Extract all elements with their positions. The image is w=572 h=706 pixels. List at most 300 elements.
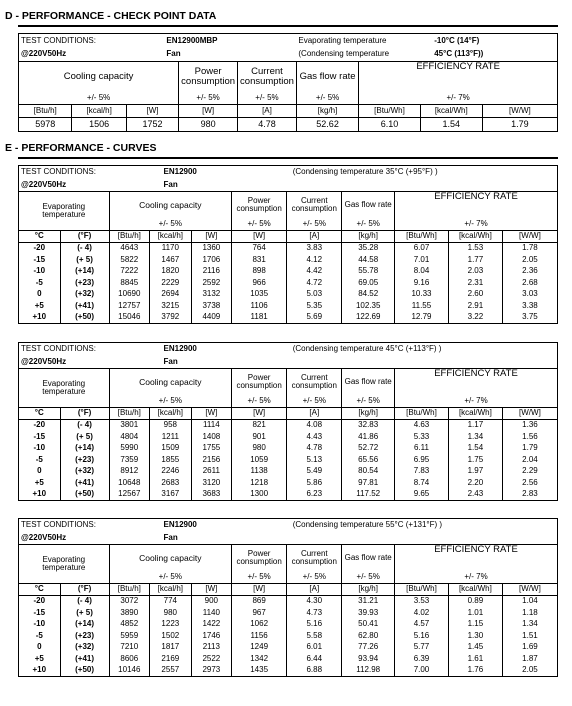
test-conditions-label: TEST CONDITIONS:	[19, 343, 150, 356]
unit-cell: (°F)	[60, 584, 109, 596]
unit-cell: [Btu/Wh]	[395, 408, 449, 420]
temp-f-cell: (+32)	[60, 289, 109, 301]
value-cell: 7.00	[395, 665, 449, 677]
unit-cell: [A]	[287, 584, 342, 596]
value-cell: 2592	[191, 277, 231, 289]
value-cell: 80.54	[342, 466, 395, 478]
unit-cell: [W]	[179, 105, 238, 118]
value-cell: 6.01	[287, 642, 342, 654]
value-cell: 2.36	[502, 266, 557, 278]
unit-cell: [A]	[287, 231, 342, 243]
tolerance-7: +/- 7%	[359, 92, 558, 105]
model-name: EN12900	[150, 519, 287, 532]
value-cell: 31.21	[342, 596, 395, 608]
tolerance-5: +/- 5%	[342, 396, 395, 408]
unit-cell: [kcal/Wh]	[448, 408, 502, 420]
tolerance-5: +/- 5%	[179, 92, 238, 105]
table-row	[19, 466, 558, 478]
table-row	[19, 431, 558, 443]
unit-cell: [kcal/h]	[150, 584, 192, 596]
temp-f-cell: (+14)	[60, 443, 109, 455]
condensing-temperature: (Condensing temperature 45°C (+113°F) )	[287, 343, 558, 356]
unit-cell: [A]	[238, 105, 297, 118]
unit-cell: [kg/h]	[296, 105, 358, 118]
value-cell: 5.86	[287, 477, 342, 489]
value-cell: 8.74	[395, 477, 449, 489]
temp-f-cell: (+23)	[60, 454, 109, 466]
temp-c-cell: -10	[19, 619, 61, 631]
value-cell: 1.54	[420, 118, 482, 132]
value-cell: 1.76	[448, 665, 502, 677]
unit-cell: °C	[19, 408, 61, 420]
units-row	[19, 105, 558, 118]
value-cell: 1467	[150, 254, 192, 266]
section-e-title: E - PERFORMANCE - CURVES	[5, 142, 157, 154]
unit-cell: [W]	[191, 584, 231, 596]
value-cell: 1706	[191, 254, 231, 266]
value-cell: 2.68	[502, 277, 557, 289]
value-cell: 1223	[150, 619, 192, 631]
temp-f-cell: (+14)	[60, 266, 109, 278]
value-cell: 5.33	[395, 431, 449, 443]
temp-f-cell: (+ 5)	[60, 254, 109, 266]
value-cell: 11.55	[395, 300, 449, 312]
value-cell: 1.79	[502, 443, 557, 455]
unit-cell: [kg/h]	[342, 408, 395, 420]
value-cell: 5.69	[287, 312, 342, 324]
value-cell: 52.72	[342, 443, 395, 455]
section-e-rule	[18, 157, 558, 159]
value-cell: 1855	[150, 454, 192, 466]
value-cell: 1820	[150, 266, 192, 278]
efficiency-header: EFFICIENCY RATE	[395, 369, 558, 396]
value-cell: 5.35	[287, 300, 342, 312]
value-cell: 3792	[150, 312, 192, 324]
value-cell: 8.04	[395, 266, 449, 278]
value-cell: 1755	[191, 443, 231, 455]
evaporating-temperature-header: Evaporating temperature	[19, 369, 110, 408]
value-cell: 901	[232, 431, 287, 443]
gas-flow-header: Gas flow rate	[342, 369, 395, 396]
value-cell: 1138	[232, 466, 287, 478]
temp-c-cell: -5	[19, 277, 61, 289]
value-cell: 1509	[150, 443, 192, 455]
temp-f-cell: (+41)	[60, 653, 109, 665]
temp-f-cell: (+41)	[60, 300, 109, 312]
units-row	[19, 231, 558, 243]
table-row	[19, 420, 558, 432]
value-cell: 2.03	[448, 266, 502, 278]
cooling-capacity-header: Cooling capacity	[109, 369, 231, 396]
temp-f-cell: (+14)	[60, 619, 109, 631]
value-cell: 3215	[150, 300, 192, 312]
table-row	[19, 443, 558, 455]
tolerance-5: +/- 5%	[296, 92, 358, 105]
value-cell: 5.16	[287, 619, 342, 631]
value-cell: 1.53	[448, 243, 502, 255]
value-cell: 1360	[191, 243, 231, 255]
efficiency-header: EFFICIENCY RATE	[395, 545, 558, 572]
unit-cell: [kcal/Wh]	[448, 584, 502, 596]
value-cell: 4.30	[287, 596, 342, 608]
tolerance-5: +/- 5%	[232, 396, 287, 408]
tolerance-5: +/- 5%	[342, 572, 395, 584]
value-cell: 1.34	[502, 619, 557, 631]
evaporating-value: -10°C (14°F)	[420, 34, 557, 48]
value-cell: 898	[232, 266, 287, 278]
temp-f-cell: (+23)	[60, 277, 109, 289]
table-row	[19, 619, 558, 631]
unit-cell: [W]	[191, 231, 231, 243]
value-cell: 6.44	[287, 653, 342, 665]
unit-cell: [W/W]	[502, 231, 557, 243]
table-row	[19, 454, 558, 466]
value-cell: 4.63	[395, 420, 449, 432]
value-cell: 3890	[109, 607, 149, 619]
temp-f-cell: (- 4)	[60, 243, 109, 255]
temp-c-cell: +10	[19, 489, 61, 501]
value-cell: 6.10	[359, 118, 421, 132]
temp-c-cell: -15	[19, 607, 61, 619]
unit-cell: [W/W]	[482, 105, 557, 118]
value-cell: 9.16	[395, 277, 449, 289]
value-cell: 97.81	[342, 477, 395, 489]
value-cell: 1.51	[502, 630, 557, 642]
value-cell: 3132	[191, 289, 231, 301]
tolerance-5: +/- 5%	[232, 572, 287, 584]
tolerance-5: +/- 5%	[287, 219, 342, 231]
temp-c-cell: -10	[19, 443, 61, 455]
power-consumption-header: Power consumption	[232, 545, 287, 572]
unit-cell: [W]	[232, 584, 287, 596]
value-cell: 2229	[150, 277, 192, 289]
value-cell: 112.98	[342, 665, 395, 677]
value-cell: 2113	[191, 642, 231, 654]
temp-c-cell: -15	[19, 254, 61, 266]
value-cell: 1300	[232, 489, 287, 501]
value-cell: 8845	[109, 277, 149, 289]
value-cell: 10690	[109, 289, 149, 301]
unit-cell: [kg/h]	[342, 584, 395, 596]
value-cell: 2169	[150, 653, 192, 665]
value-cell: 1.75	[448, 454, 502, 466]
value-cell: 12757	[109, 300, 149, 312]
unit-cell: [kcal/h]	[150, 231, 192, 243]
value-cell: 2116	[191, 266, 231, 278]
value-cell: 1156	[232, 630, 287, 642]
value-cell: 4.42	[287, 266, 342, 278]
temp-f-cell: (+32)	[60, 466, 109, 478]
fan-label: Fan	[150, 179, 287, 192]
value-cell: 122.69	[342, 312, 395, 324]
table-row	[19, 607, 558, 619]
value-cell: 77.26	[342, 642, 395, 654]
value-cell: 1.61	[448, 653, 502, 665]
current-consumption-header: Current consumption	[287, 192, 342, 219]
condensing-temperature: (Condensing temperature 55°C (+131°F) )	[287, 519, 558, 532]
condensing-value: 45°C (113°F))	[420, 48, 557, 62]
value-cell: 5.49	[287, 466, 342, 478]
value-cell: 2683	[150, 477, 192, 489]
model-name: EN12900	[150, 166, 287, 179]
evaporating-label: Evaporating temperature	[296, 34, 420, 48]
section-d-rule	[18, 25, 558, 27]
value-cell: 4.78	[287, 443, 342, 455]
value-cell: 1342	[232, 653, 287, 665]
gas-flow-header: Gas flow rate	[342, 192, 395, 219]
value-cell: 1.01	[448, 607, 502, 619]
value-cell: 12.79	[395, 312, 449, 324]
value-cell: 62.80	[342, 630, 395, 642]
unit-cell: [W/W]	[502, 584, 557, 596]
efficiency-header: EFFICIENCY RATE	[359, 62, 558, 92]
value-cell: 65.56	[342, 454, 395, 466]
gas-flow-header: Gas flow rate	[296, 62, 358, 92]
unit-cell: [W/W]	[502, 408, 557, 420]
power-consumption-header: Power consumption	[232, 369, 287, 396]
table-row	[19, 653, 558, 665]
value-cell: 1.34	[448, 431, 502, 443]
value-cell: 4.12	[287, 254, 342, 266]
table-row	[19, 489, 558, 501]
value-cell: 4409	[191, 312, 231, 324]
value-cell: 1140	[191, 607, 231, 619]
value-cell: 44.58	[342, 254, 395, 266]
table-row	[19, 277, 558, 289]
value-cell: 1752	[126, 118, 178, 132]
temp-c-cell: -20	[19, 420, 61, 432]
unit-cell: [W]	[232, 231, 287, 243]
value-cell: 1062	[232, 619, 287, 631]
tolerance-5: +/- 5%	[342, 219, 395, 231]
unit-cell: [Btu/h]	[109, 408, 149, 420]
temp-f-cell: (+23)	[60, 630, 109, 642]
value-cell: 3.83	[287, 243, 342, 255]
gas-flow-header: Gas flow rate	[342, 545, 395, 572]
value-cell: 3683	[191, 489, 231, 501]
unit-cell: [Btu/h]	[109, 584, 149, 596]
value-cell: 1.78	[502, 243, 557, 255]
temp-c-cell: -20	[19, 596, 61, 608]
fan-label: Fan	[150, 532, 287, 545]
value-cell: 2156	[191, 454, 231, 466]
voltage-label: @220V50Hz	[19, 179, 150, 192]
value-cell: 2.43	[448, 489, 502, 501]
value-cell: 0.89	[448, 596, 502, 608]
temp-c-cell: -20	[19, 243, 61, 255]
temp-c-cell: -5	[19, 454, 61, 466]
value-cell: 5.03	[287, 289, 342, 301]
value-cell: 2557	[150, 665, 192, 677]
value-cell: 2611	[191, 466, 231, 478]
current-consumption-header: Current consumption	[287, 545, 342, 572]
value-cell: 4.08	[287, 420, 342, 432]
temp-c-cell: +5	[19, 300, 61, 312]
value-cell: 1502	[150, 630, 192, 642]
unit-cell: [kcal/Wh]	[420, 105, 482, 118]
curve-table	[18, 342, 558, 501]
tolerance-5: +/- 5%	[109, 572, 231, 584]
value-cell: 10146	[109, 665, 149, 677]
value-cell: 69.05	[342, 277, 395, 289]
value-cell: 117.52	[342, 489, 395, 501]
temp-f-cell: (+50)	[60, 312, 109, 324]
unit-cell: [A]	[287, 408, 342, 420]
value-cell: 7.83	[395, 466, 449, 478]
value-cell: 2522	[191, 653, 231, 665]
value-cell: 35.28	[342, 243, 395, 255]
value-cell: 1.97	[448, 466, 502, 478]
value-cell: 980	[232, 443, 287, 455]
tolerance-5: +/- 5%	[19, 92, 179, 105]
curve-table	[18, 165, 558, 324]
temp-c-cell: 0	[19, 642, 61, 654]
value-cell: 3.22	[448, 312, 502, 324]
value-cell: 1.56	[502, 431, 557, 443]
value-cell: 93.94	[342, 653, 395, 665]
value-cell: 3801	[109, 420, 149, 432]
test-conditions-label: TEST CONDITIONS:	[19, 519, 150, 532]
value-cell: 1249	[232, 642, 287, 654]
unit-cell: [Btu/Wh]	[395, 231, 449, 243]
tolerance-7: +/- 7%	[395, 219, 558, 231]
value-cell: 2694	[150, 289, 192, 301]
value-cell: 5959	[109, 630, 149, 642]
value-cell: 1.36	[502, 420, 557, 432]
value-cell: 1218	[232, 477, 287, 489]
value-cell: 1.77	[448, 254, 502, 266]
value-cell: 821	[232, 420, 287, 432]
curve-table	[18, 518, 558, 677]
value-cell: 32.83	[342, 420, 395, 432]
value-cell: 55.78	[342, 266, 395, 278]
checkpoint-table	[18, 33, 558, 132]
value-cell: 1106	[232, 300, 287, 312]
value-cell: 1506	[72, 118, 126, 132]
value-cell: 2973	[191, 665, 231, 677]
model-name: EN12900	[150, 343, 287, 356]
value-cell: 9.65	[395, 489, 449, 501]
value-cell: 4.02	[395, 607, 449, 619]
temp-f-cell: (+50)	[60, 665, 109, 677]
value-cell: 4.72	[287, 277, 342, 289]
value-cell: 1422	[191, 619, 231, 631]
current-consumption-header: Current consumption	[287, 369, 342, 396]
value-cell: 8912	[109, 466, 149, 478]
value-cell: 1181	[232, 312, 287, 324]
value-cell: 3.75	[502, 312, 557, 324]
tolerance-7: +/- 7%	[395, 396, 558, 408]
temp-f-cell: (+41)	[60, 477, 109, 489]
temp-c-cell: +5	[19, 653, 61, 665]
table-row	[19, 243, 558, 255]
value-cell: 7359	[109, 454, 149, 466]
section-d-title: D - PERFORMANCE - CHECK POINT DATA	[5, 10, 217, 22]
table-row	[19, 289, 558, 301]
value-cell: 869	[232, 596, 287, 608]
value-cell: 1.15	[448, 619, 502, 631]
voltage-label: @220V50Hz	[19, 356, 150, 369]
value-cell: 1.18	[502, 607, 557, 619]
value-cell: 5990	[109, 443, 149, 455]
value-cell: 6.95	[395, 454, 449, 466]
temp-c-cell: -5	[19, 630, 61, 642]
value-cell: 7.01	[395, 254, 449, 266]
value-cell: 764	[232, 243, 287, 255]
tolerance-5: +/- 5%	[287, 396, 342, 408]
value-cell: 1.54	[448, 443, 502, 455]
value-cell: 967	[232, 607, 287, 619]
value-cell: 774	[150, 596, 192, 608]
value-cell: 1.30	[448, 630, 502, 642]
value-cell: 4.57	[395, 619, 449, 631]
value-cell: 3167	[150, 489, 192, 501]
unit-cell: °C	[19, 584, 61, 596]
condensing-temperature: (Condensing temperature 35°C (+95°F) )	[287, 166, 558, 179]
temp-f-cell: (- 4)	[60, 596, 109, 608]
value-cell: 6.39	[395, 653, 449, 665]
table-row	[19, 642, 558, 654]
unit-cell: [Btu/Wh]	[395, 584, 449, 596]
value-cell: 6.23	[287, 489, 342, 501]
value-cell: 966	[232, 277, 287, 289]
blank-cell	[287, 179, 558, 192]
temp-f-cell: (+ 5)	[60, 607, 109, 619]
value-cell: 3.38	[502, 300, 557, 312]
value-cell: 2246	[150, 466, 192, 478]
table-row	[19, 266, 558, 278]
value-cell: 1.87	[502, 653, 557, 665]
value-cell: 1211	[150, 431, 192, 443]
tolerance-5: +/- 5%	[287, 572, 342, 584]
value-cell: 1.69	[502, 642, 557, 654]
unit-cell: [W]	[126, 105, 178, 118]
test-conditions-label: TEST CONDITIONS:	[19, 166, 150, 179]
value-cell: 5978	[19, 118, 72, 132]
power-consumption-header: Power consumption	[232, 192, 287, 219]
value-cell: 4804	[109, 431, 149, 443]
value-cell: 1746	[191, 630, 231, 642]
condensing-label: (Condensing temperature	[296, 48, 420, 62]
value-cell: 5.13	[287, 454, 342, 466]
value-cell: 2.60	[448, 289, 502, 301]
value-cell: 4643	[109, 243, 149, 255]
test-conditions-label: TEST CONDITIONS:	[19, 34, 127, 48]
temp-f-cell: (+32)	[60, 642, 109, 654]
value-cell: 2.31	[448, 277, 502, 289]
value-cell: 41.86	[342, 431, 395, 443]
unit-cell: [kcal/h]	[72, 105, 126, 118]
fan-label: Fan	[150, 356, 287, 369]
unit-cell: [Btu/h]	[19, 105, 72, 118]
value-cell: 52.62	[296, 118, 358, 132]
value-cell: 1408	[191, 431, 231, 443]
value-cell: 2.20	[448, 477, 502, 489]
model-name: EN12900MBP	[126, 34, 237, 48]
value-cell: 7222	[109, 266, 149, 278]
table-row	[19, 312, 558, 324]
power-consumption-header: Power consumption	[179, 62, 238, 92]
value-cell: 980	[179, 118, 238, 132]
temp-c-cell: +10	[19, 665, 61, 677]
voltage-label: @220V50Hz	[19, 532, 150, 545]
unit-cell: [W]	[191, 408, 231, 420]
value-cell: 10.33	[395, 289, 449, 301]
value-cell: 3072	[109, 596, 149, 608]
value-cell: 2.05	[502, 254, 557, 266]
temp-c-cell: +10	[19, 312, 61, 324]
value-cell: 6.11	[395, 443, 449, 455]
